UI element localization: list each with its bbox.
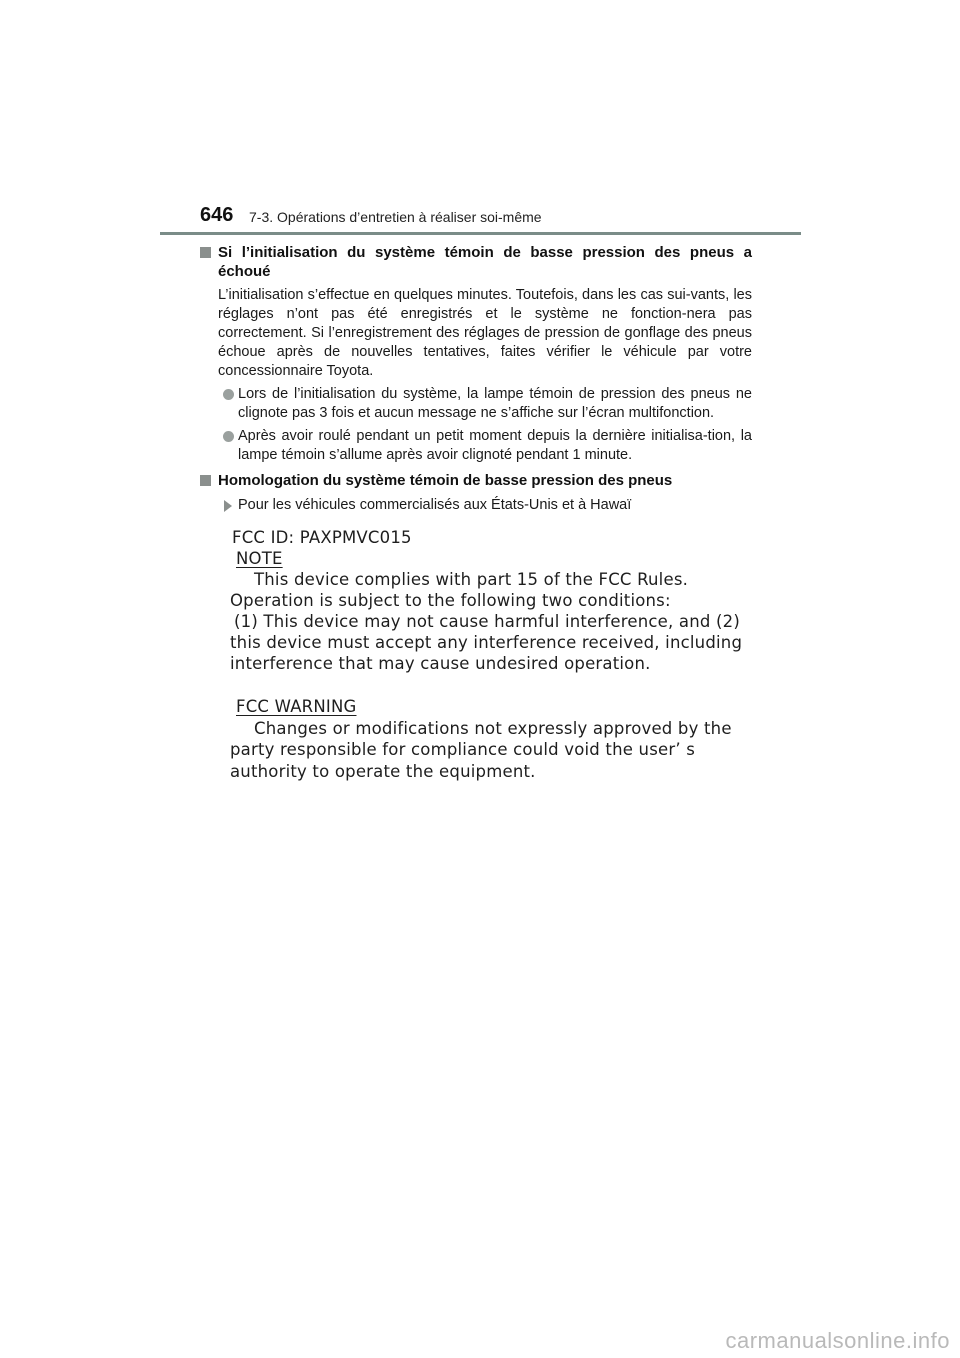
note-line: Operation is subject to the following two conditions:: [230, 591, 671, 610]
warning-title: FCC WARNING: [236, 697, 357, 716]
header-divider: [160, 232, 801, 235]
section-title: 7-3. Opérations d’entretien à réaliser soi-même: [249, 209, 542, 225]
note-title: NOTE: [236, 549, 283, 568]
list-item: [200, 385, 752, 423]
list-item-text: Après avoir roulé pendant un petit moment depuis la dernière initialisa-tion, la lampe témoin s’allume après avoir clignoté pendant 1 minute.: [238, 428, 752, 463]
heading-text: Homologation du système témoin de basse pression des pneus: [218, 472, 673, 489]
triangle-arrow-icon: [224, 500, 232, 512]
note-line: interference that may cause undesired operation.: [230, 654, 651, 673]
fcc-label-image: [220, 522, 743, 792]
heading-text: Si l’initialisation du système témoin de basse pression des pneus a échoué: [218, 244, 752, 280]
page-header: [200, 203, 800, 229]
warning-line: party responsible for compliance could void the user’ s: [230, 740, 696, 759]
fcc-id-line: FCC ID: PAXPMVC015: [232, 528, 412, 547]
circle-bullet-icon: [223, 389, 234, 400]
sub-item: [200, 496, 752, 515]
section-heading-initialization-failed: [200, 243, 752, 281]
warning-line: authority to operate the equipment.: [230, 762, 536, 781]
warning-line: Changes or modifications not expressly approved by the: [254, 719, 732, 738]
note-line: (1) This device may not cause harmful interference, and (2): [234, 612, 740, 631]
page-content: [200, 243, 752, 515]
page-number: 646: [200, 204, 234, 226]
square-bullet-icon: [200, 247, 211, 258]
section-heading-homologation: [200, 471, 752, 490]
note-line: this device must accept any interference received, including: [230, 633, 743, 652]
circle-bullet-icon: [223, 431, 234, 442]
body-paragraph: L’initialisation s’effectue en quelques minutes. Toutefois, dans les cas sui-vants, les réglages n’ont pas été enregistrés et le système ne fonction-nera pas correctement. Si l’enregistrement des réglages de pression de gonflage des pneus échoue après de nouvelles tentatives, faites vérifier le véhicule par votre concessionnaire Toyota.: [218, 287, 752, 379]
watermark: carmanualsonline.info: [725, 1328, 950, 1353]
list-item-text: Lors de l’initialisation du système, la lampe témoin de pression des pneus ne clignote pas 3 fois et aucun message ne s’affiche sur l’écran multifonction.: [238, 386, 752, 421]
list-item: [200, 427, 752, 465]
square-bullet-icon: [200, 475, 211, 486]
sub-item-text: Pour les véhicules commercialisés aux États-Unis et à Hawaï: [238, 497, 632, 513]
note-line: This device complies with part 15 of the FCC Rules.: [254, 570, 689, 589]
